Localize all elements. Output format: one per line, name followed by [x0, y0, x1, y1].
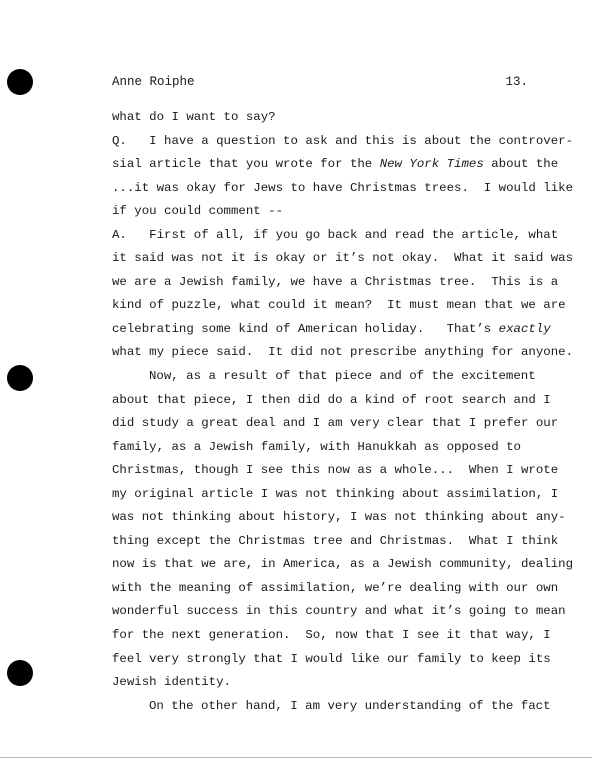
- text-line: was not thinking about history, I was not thinking about any-: [112, 510, 566, 525]
- text-line: it said was not it is okay or it’s not okay. What it said was: [112, 251, 574, 266]
- text-line: what do I want to say?: [112, 110, 276, 124]
- text-line: celebrating some kind of American holiday. That’s exactly: [112, 321, 551, 336]
- text-line: family, as a Jewish family, with Hanukkah as opposed to: [112, 439, 521, 454]
- punch-hole-bottom: [7, 660, 33, 686]
- transcript-body: [112, 106, 574, 718]
- punch-hole-top: [7, 69, 33, 95]
- text-line: we are a Jewish family, we have a Christmas tree. This is a: [112, 274, 559, 289]
- text-line: feel very strongly that I would like our family to keep its: [112, 651, 551, 666]
- text-line: if you could comment --: [112, 204, 284, 219]
- page-bottom-edge: [0, 757, 592, 758]
- page-number: 13.: [505, 75, 528, 89]
- text-line: ...it was okay for Jews to have Christmas trees. I would like: [112, 180, 574, 195]
- text-line: with the meaning of assimilation, we’re dealing with our own: [112, 580, 559, 595]
- text-line: my original article I was not thinking about assimilation, I: [112, 486, 559, 501]
- text-line: what my piece said. It did not prescribe anything for anyone.: [112, 345, 574, 360]
- text-line: for the next generation. So, now that I see it that way, I: [112, 628, 551, 643]
- author-name: Anne Roiphe: [112, 75, 195, 89]
- text-line: thing except the Christmas tree and Christmas. What I think: [112, 533, 559, 548]
- text-line: Now, as a result of that piece and of the excitement: [149, 369, 536, 384]
- punch-hole-middle: [7, 365, 33, 391]
- text-line: wonderful success in this country and what it’s going to mean: [112, 604, 566, 619]
- text-line: Christmas, though I see this now as a whole... When I wrote: [112, 463, 559, 478]
- text-line: sial article that you wrote for the New York Times about the: [112, 157, 559, 172]
- text-line: On the other hand, I am very understanding of the fact: [149, 698, 551, 713]
- text-line: did study a great deal and I am very clear that I prefer our: [112, 416, 559, 431]
- page-header: [112, 75, 528, 89]
- text-line: A. First of all, if you go back and read the article, what: [112, 227, 559, 242]
- text-line: Q. I have a question to ask and this is about the controver-: [112, 133, 574, 148]
- text-line: Jewish identity.: [112, 675, 231, 690]
- text-line: now is that we are, in America, as a Jewish community, dealing: [112, 557, 574, 572]
- text-line: kind of puzzle, what could it mean? It must mean that we are: [112, 298, 566, 313]
- text-line: about that piece, I then did do a kind of root search and I: [112, 392, 551, 407]
